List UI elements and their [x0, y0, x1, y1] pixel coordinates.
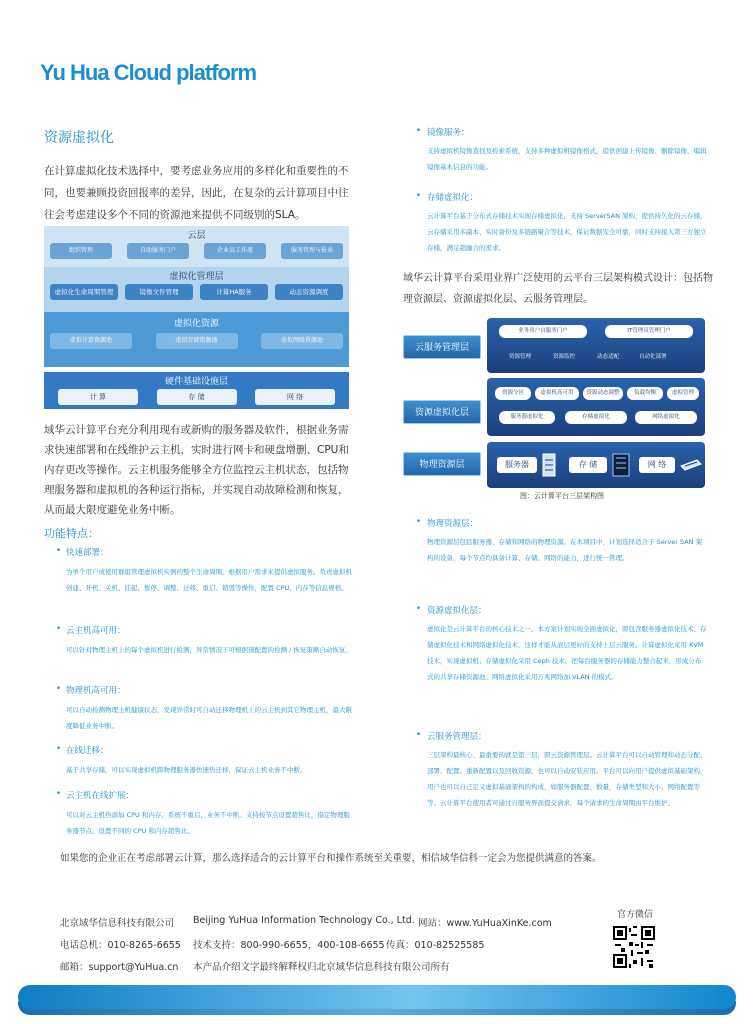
support-phone: 技术支持：800-990-6655，400-108-6655	[193, 940, 385, 951]
footer-decorative-bar	[18, 985, 736, 1009]
wechat-label: 官方微信	[617, 910, 654, 920]
arch-text: 动态适配	[597, 354, 620, 360]
arch-text: 自动化部署	[639, 354, 667, 360]
feature-desc: 为单个用户或使用群组管理虚拟机实例的整个生命周期，根据用户需求来提供虚拟服务。负责虚拟机创建、开机、关机、挂起、暂停、调整、迁移、重启、销毁等操作，配置 CPU、内存等信息规格。	[66, 568, 352, 592]
virt-resource-layer	[44, 312, 349, 367]
arch-layer-label: 资源虚拟化层	[403, 400, 481, 424]
diagram-pill: 虚拟计算资源池	[50, 333, 132, 349]
diagram-pill: 动态资源调度	[275, 284, 343, 300]
layer-title: 云层	[187, 231, 206, 241]
hardware-layer	[44, 372, 349, 409]
diagram-pill: 镜像文件管理	[125, 284, 193, 300]
feature-desc: 云计算平台基于分布式存储技术实现存储虚拟化，支持 ServerSAN 架构，提供持久化的云存储，云存储采用多副本、实时备份及多链路聚合等技术，保证数据安全可靠，同时支持接入第三方独立存储，满足超融合的需求。	[427, 212, 707, 252]
diagram-pill: 存 储	[157, 389, 237, 405]
feature-item	[427, 191, 707, 256]
service-layer-box	[487, 318, 705, 373]
architecture-caption: 图：云计算平台三层架构图	[520, 492, 604, 500]
diagram-pill: 虚拟网络资源池	[261, 333, 343, 349]
layer-title: 虚拟化资源	[173, 319, 219, 329]
feature-item	[66, 546, 356, 596]
feature-item	[66, 789, 356, 839]
virt-mgmt-layer	[44, 267, 349, 312]
rights-notice: 本产品介绍文字最终解释权归北京域华信息科技有限公司所有	[193, 962, 450, 973]
email-link[interactable]: 邮箱：support@YuHua.cn	[60, 962, 179, 973]
virtualization-stack-diagram	[44, 226, 349, 409]
feature-item	[66, 624, 356, 658]
arch-layer-label: 云服务管理层	[403, 335, 481, 359]
arch-pill: IT管理员管理门户	[605, 325, 693, 338]
platform-paragraph: 域华云计算平台充分利用现有或新购的服务器及软件，根据业务需求快速部署和在线维护云主机，实时进行网卡和硬盘增删、CPU和内存更改等操作。云主机服务能够全方位监控云主机状态，包括物理服务器和虚拟机的各种运行指标，并实现自动故障检测和恢复，从而最大限度避免业务中断。	[44, 424, 349, 516]
arch-text: 资源管理	[509, 354, 532, 360]
feature-title: • 云主机在线扩展：	[66, 789, 356, 801]
arch-phys-item: 存 储	[569, 457, 607, 473]
diagram-pill: 虚拟化生命周期管理	[50, 284, 118, 300]
feature-title: • 云主机高可用：	[66, 624, 356, 636]
phys-layer-box	[487, 442, 705, 488]
arch-pill: 服务器虚拟化	[499, 411, 555, 424]
arch-pill: 网络虚拟化	[635, 411, 697, 424]
section-heading: 资源虚拟化	[44, 130, 114, 146]
wechat-qr-code[interactable]	[613, 926, 655, 968]
feature-item	[66, 684, 356, 734]
layer-title: 硬件基础设施层	[164, 377, 228, 387]
phone: 电话总机：010-8265-6655	[60, 940, 181, 951]
feature-title: • 物理资源层：	[427, 517, 707, 529]
company-en: Beijing YuHua Information Technology Co., Ltd.	[193, 915, 415, 926]
diagram-pill: 组织管理	[50, 243, 112, 259]
feature-title: • 存储虚拟化：	[427, 191, 707, 203]
feature-title: • 物理机高可用：	[66, 684, 356, 696]
diagram-pill: 服务管理与报表	[281, 243, 343, 259]
feature-item	[427, 126, 707, 175]
diagram-pill: 虚拟存储资源池	[156, 333, 238, 349]
website-link[interactable]: 网站：www.YuHuaXinKe.com	[418, 918, 552, 929]
feature-title: • 资源虚拟化层：	[427, 604, 707, 616]
feature-title: • 云服务管理层：	[427, 730, 707, 742]
diagram-pill: 计算HA服务	[200, 284, 268, 300]
arch-pill: 虚拟机高可用	[535, 387, 579, 400]
feature-item	[66, 744, 356, 778]
diagram-pill: 自助服务门户	[127, 243, 189, 259]
diagram-pill: 企业员工作流	[204, 243, 266, 259]
feature-title: • 镜像服务：	[427, 126, 707, 138]
server-icon	[541, 452, 559, 478]
feature-item	[427, 517, 707, 566]
company-cn: 北京域华信息科技有限公司	[60, 918, 175, 929]
arch-pill: 负载均衡	[627, 387, 663, 400]
feature-desc: 物理资源层包括服务器、存储和网络的物理资源。在本项目中，计划选择适合于 Server SAN 架构的设备，每个节点均具备计算、存储、网络的能力，进行统一管理。	[427, 538, 703, 562]
network-switch-icon	[679, 456, 703, 474]
architecture-intro: 域华云计算平台采用业界广泛使用的云平台三层架构模式设计：包括物理资源层、资源虚拟化层、云服务管理层。	[403, 273, 713, 305]
arch-pill: 资源分区	[495, 387, 531, 400]
arch-layer-label: 物理资源层	[403, 452, 481, 476]
closing-statement: 如果您的企业正在考虑部署云计算，那么选择适合的云计算平台和操作系统至关重要，相信域华信科一定会为您提供满意的答案。	[60, 853, 602, 864]
fax: 传真：010-82525585	[386, 940, 485, 951]
arch-pill: 资源动态调整	[583, 387, 623, 400]
feature-desc: 基于共享存储，可以实现虚拟机跨物理服务器快速热迁移，保证云主机业务不中断。	[66, 766, 307, 774]
feature-desc: 三层架构最核心、最重要的就是第三层，即云资源管理层。云计算平台可以自动管理和动态分配、部署、配置、重新配置以及回收资源，也可以自动安装应用。平台可以向用户提供虚拟基础架构，用户也可以自己定义虚拟基础架构的构成，如服务器配置、数量，存储类型和大小，网络配置等等。云计算平台使用者可通过自服务界面提交请求，每个请求的生命周期由平台维护。	[427, 751, 707, 807]
diagram-pill: 计 算	[58, 389, 138, 405]
cloud-layer	[44, 226, 349, 267]
arch-phys-item: 服务器	[497, 457, 537, 473]
feature-desc: 虚拟化是云计算平台的核心技术之一。本方案计划实现全面虚拟化，即包含服务器虚拟化技术、存储虚拟化技术和网络虚拟化技术，这样才能从底层更好的支持上层云服务。计算虚拟化采用 KVM 技术，实现虚拟机；存储虚拟化采用 Ceph 技术，把每台服务器的存储能力整合起来，形成分布式的共享存储资源池；网络虚拟化采用万兆网络加 VLAN 的模式。	[427, 625, 707, 681]
feature-item	[427, 604, 707, 685]
feature-desc: 可以自动检测物理主机健康状态，发现异常时可自动迁移物理机上的云主机到其它物理主机，最大限度降低业务中断。	[66, 706, 352, 730]
arch-pill: 虚拟管理	[667, 387, 699, 400]
feature-desc: 支持虚拟机镜像查找及检索系统，支持多种虚拟机镜像格式，提供创建上传镜像、删除镜像、编辑镜像基本信息的功能。	[427, 147, 707, 171]
feature-desc: 可以对云主机热添加 CPU 和内存，系统不重启，业务不中断。支持按节点设置超售比，指定物理服务器节点，设置不同的 CPU 和内存超售比。	[66, 811, 350, 835]
feature-desc: 可以针对物理主机上的每个虚拟机进行检测，异常情况下可根据预配置的检测 / 恢复策略自动恢复。	[66, 646, 352, 654]
arch-pill: 业务用户自服务门户	[499, 325, 587, 338]
storage-icon	[611, 452, 631, 478]
features-heading: 功能特点：	[44, 527, 99, 540]
brand-title: Yu Hua Cloud platform	[40, 60, 257, 85]
feature-title: • 在线迁移：	[66, 744, 356, 756]
layer-title: 虚拟化管理层	[169, 272, 224, 282]
virt-layer-box	[487, 378, 705, 436]
arch-phys-item: 网 络	[639, 457, 675, 473]
feature-item	[427, 730, 707, 811]
feature-title: • 快速部署：	[66, 546, 356, 558]
intro-paragraph: 在计算虚拟化技术选择中，要考虑业务应用的多样化和重要性的不同，也要兼顾投资回报率的差异，因此，在复杂的云计算项目中往往会考虑建设多个不同的资源池来提供不同级别的SLA。	[44, 165, 349, 221]
diagram-pill: 网 络	[255, 389, 335, 405]
arch-text: 资源监控	[553, 354, 576, 360]
architecture-diagram	[403, 318, 705, 488]
arch-pill: 存储虚拟化	[565, 411, 627, 424]
